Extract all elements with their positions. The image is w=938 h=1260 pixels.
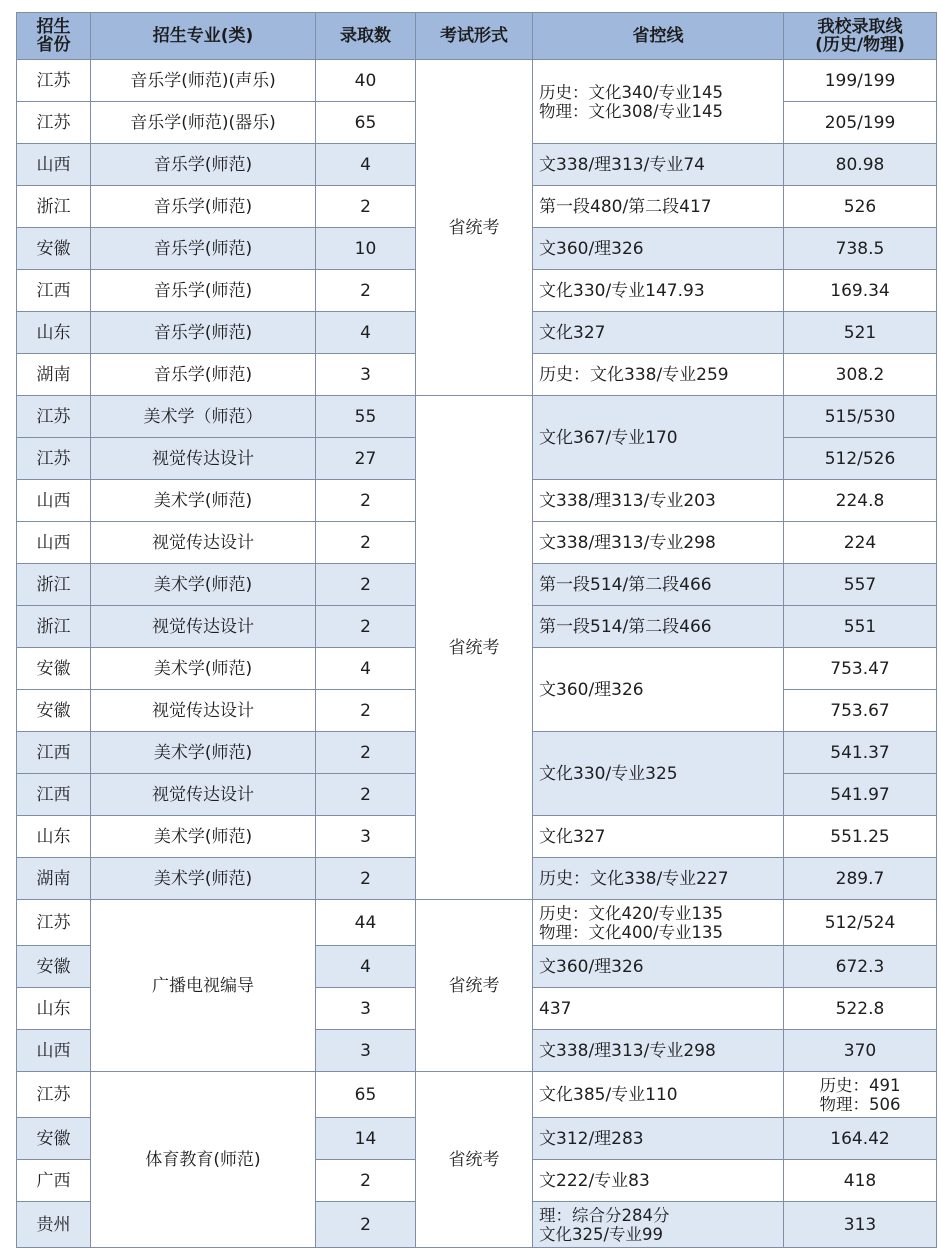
cell-admitted-count: 55 [316, 396, 416, 438]
header-admitted: 录取数 [316, 13, 416, 60]
cell-admitted-count: 2 [316, 690, 416, 732]
cell-province: 湖南 [17, 354, 91, 396]
cell-school-line [784, 946, 937, 988]
cell-province: 山东 [17, 988, 91, 1030]
cell-line: 文化385/专业110 [539, 1084, 678, 1105]
cell-school-line [784, 1160, 937, 1202]
table-row [17, 900, 937, 946]
cell-province: 江苏 [17, 1072, 91, 1118]
cell-province: 江西 [17, 774, 91, 816]
cell-control-line [533, 564, 784, 606]
cell-control-line [533, 270, 784, 312]
cell-school-line [784, 858, 937, 900]
cell-major-merged: 体育教育(师范) [91, 1072, 316, 1248]
cell-province: 山西 [17, 522, 91, 564]
cell-major: 视觉传达设计 [91, 606, 316, 648]
cell-control-line [533, 946, 784, 988]
cell-province: 安徽 [17, 1118, 91, 1160]
cell-school-line [784, 438, 937, 480]
cell-line: 753.47 [830, 658, 890, 679]
cell-line: 541.37 [830, 742, 890, 763]
cell-province: 江西 [17, 732, 91, 774]
cell-school-line [784, 270, 937, 312]
cell-line: 522.8 [835, 998, 885, 1019]
cell-school-line [784, 396, 937, 438]
cell-line: 文化327 [539, 826, 606, 847]
cell-admitted-count: 2 [316, 480, 416, 522]
cell-major: 音乐学(师范) [91, 312, 316, 354]
cell-line: 物理：文化308/专业145 [539, 101, 724, 121]
cell-control-line [533, 354, 784, 396]
cell-province: 江苏 [17, 396, 91, 438]
cell-line: 557 [843, 574, 877, 595]
cell-school-line [784, 522, 937, 564]
cell-major: 音乐学(师范)(声乐) [91, 60, 316, 102]
cell-school-line [784, 1118, 937, 1160]
cell-control-line [533, 732, 784, 816]
cell-school-line [784, 186, 937, 228]
cell-admitted-count: 4 [316, 946, 416, 988]
cell-admitted-count: 2 [316, 732, 416, 774]
cell-control-line [533, 312, 784, 354]
cell-major: 音乐学(师范)(器乐) [91, 102, 316, 144]
cell-major: 音乐学(师范) [91, 186, 316, 228]
cell-province: 山西 [17, 480, 91, 522]
cell-province: 江苏 [17, 60, 91, 102]
cell-control-line [533, 900, 784, 946]
cell-admitted-count: 27 [316, 438, 416, 480]
cell-line: 文360/理326 [539, 956, 644, 977]
cell-line: 753.67 [830, 700, 890, 721]
header-row [17, 13, 937, 60]
cell-line: 历史：文化338/专业227 [539, 868, 729, 889]
cell-province: 江苏 [17, 102, 91, 144]
cell-control-line [533, 480, 784, 522]
cell-school-line [784, 312, 937, 354]
table-row [17, 60, 937, 102]
cell-province: 江西 [17, 270, 91, 312]
cell-line: 551 [843, 616, 877, 637]
cell-control-line [533, 228, 784, 270]
cell-major: 美术学(师范) [91, 816, 316, 858]
cell-line: 370 [843, 1040, 877, 1061]
cell-admitted-count: 2 [316, 1202, 416, 1248]
cell-control-line [533, 1118, 784, 1160]
cell-major: 视觉传达设计 [91, 690, 316, 732]
header-province: 招生 省份 [17, 13, 91, 60]
cell-province: 广西 [17, 1160, 91, 1202]
cell-school-line [784, 564, 937, 606]
cell-school-line [784, 606, 937, 648]
cell-admitted-count: 2 [316, 858, 416, 900]
cell-line: 169.34 [830, 280, 890, 301]
cell-line: 物理：文化400/专业135 [539, 922, 724, 942]
cell-school-line [784, 228, 937, 270]
cell-line: 文222/专业83 [539, 1170, 650, 1191]
cell-major-merged: 广播电视编导 [91, 900, 316, 1072]
cell-school-line [784, 1202, 937, 1248]
cell-school-line [784, 102, 937, 144]
cell-line: 文338/理313/专业298 [539, 532, 716, 553]
cell-control-line [533, 396, 784, 480]
cell-line: 437 [539, 998, 572, 1019]
cell-admitted-count: 2 [316, 606, 416, 648]
cell-admitted-count: 10 [316, 228, 416, 270]
cell-exam-type: 省统考 [416, 60, 533, 396]
cell-line: 551.25 [830, 826, 890, 847]
cell-school-line [784, 60, 937, 102]
cell-line: 515/530 [824, 406, 896, 427]
cell-line: 164.42 [830, 1128, 890, 1149]
cell-line: 418 [843, 1170, 877, 1191]
cell-school-line [784, 732, 937, 774]
cell-major: 美术学(师范) [91, 648, 316, 690]
cell-major: 音乐学(师范) [91, 144, 316, 186]
cell-line: 541.97 [830, 784, 890, 805]
cell-line: 第一段514/第二段466 [539, 574, 712, 595]
cell-admitted-count: 4 [316, 312, 416, 354]
cell-province: 安徽 [17, 648, 91, 690]
cell-admitted-count: 2 [316, 522, 416, 564]
cell-province: 湖南 [17, 858, 91, 900]
cell-control-line [533, 522, 784, 564]
cell-province: 安徽 [17, 228, 91, 270]
cell-control-line [533, 858, 784, 900]
cell-admitted-count: 4 [316, 144, 416, 186]
cell-school-line [784, 648, 937, 690]
cell-line: 313 [843, 1214, 877, 1235]
cell-province: 江苏 [17, 900, 91, 946]
cell-line: 历史：文化340/专业145 [539, 82, 724, 102]
cell-line: 第一段514/第二段466 [539, 616, 712, 637]
header-school-line: 我校录取线 (历史/物理) [784, 13, 937, 60]
cell-line: 文360/理326 [539, 238, 644, 259]
cell-school-line [784, 988, 937, 1030]
header-control-line: 省控线 [533, 13, 784, 60]
cell-major: 视觉传达设计 [91, 438, 316, 480]
cell-control-line [533, 186, 784, 228]
cell-line: 文338/理313/专业298 [539, 1040, 716, 1061]
cell-admitted-count: 2 [316, 270, 416, 312]
cell-line: 文360/理326 [539, 679, 644, 700]
cell-control-line [533, 1072, 784, 1118]
cell-control-line [533, 1160, 784, 1202]
cell-admitted-count: 14 [316, 1118, 416, 1160]
cell-line: 289.7 [835, 868, 885, 889]
cell-major: 视觉传达设计 [91, 522, 316, 564]
cell-province: 贵州 [17, 1202, 91, 1248]
cell-province: 山西 [17, 144, 91, 186]
table-row [17, 396, 937, 438]
cell-control-line [533, 816, 784, 858]
cell-line: 历史：文化338/专业259 [539, 364, 729, 385]
cell-admitted-count: 2 [316, 564, 416, 606]
cell-major: 音乐学(师范) [91, 270, 316, 312]
cell-province: 浙江 [17, 564, 91, 606]
cell-control-line [533, 606, 784, 648]
cell-line: 526 [843, 196, 877, 217]
cell-admitted-count: 40 [316, 60, 416, 102]
cell-province: 安徽 [17, 946, 91, 988]
cell-line: 521 [843, 322, 877, 343]
cell-school-line [784, 1030, 937, 1072]
cell-admitted-count: 4 [316, 648, 416, 690]
cell-admitted-count: 44 [316, 900, 416, 946]
cell-line: 历史：491 [819, 1075, 901, 1095]
cell-line: 文化330/专业147.93 [539, 280, 705, 301]
cell-line: 物理：506 [819, 1094, 901, 1114]
cell-province: 安徽 [17, 690, 91, 732]
cell-line: 199/199 [824, 70, 896, 91]
cell-line: 512/524 [824, 912, 896, 933]
cell-school-line [784, 690, 937, 732]
admission-table [16, 12, 937, 1248]
cell-school-line [784, 900, 937, 946]
cell-line: 205/199 [824, 112, 896, 133]
cell-major: 视觉传达设计 [91, 774, 316, 816]
cell-major: 美术学（师范） [91, 396, 316, 438]
cell-major: 美术学(师范) [91, 564, 316, 606]
cell-line: 224.8 [835, 490, 885, 511]
cell-admitted-count: 65 [316, 102, 416, 144]
cell-line: 文338/理313/专业203 [539, 490, 716, 511]
cell-admitted-count: 3 [316, 354, 416, 396]
cell-admitted-count: 2 [316, 774, 416, 816]
cell-control-line [533, 60, 784, 144]
cell-province: 浙江 [17, 186, 91, 228]
cell-control-line [533, 988, 784, 1030]
cell-line: 文化330/专业325 [539, 763, 678, 784]
cell-major: 美术学(师范) [91, 480, 316, 522]
cell-admitted-count: 3 [316, 988, 416, 1030]
cell-line: 672.3 [835, 956, 885, 977]
cell-exam-type: 省统考 [416, 900, 533, 1072]
cell-province: 山东 [17, 816, 91, 858]
cell-line: 512/526 [824, 448, 896, 469]
cell-school-line [784, 1072, 937, 1118]
cell-line: 第一段480/第二段417 [539, 196, 712, 217]
cell-province: 江苏 [17, 438, 91, 480]
cell-admitted-count: 2 [316, 1160, 416, 1202]
cell-control-line [533, 144, 784, 186]
cell-major: 音乐学(师范) [91, 354, 316, 396]
header-exam: 考试形式 [416, 13, 533, 60]
cell-line: 80.98 [835, 154, 885, 175]
cell-line: 文338/理313/专业74 [539, 154, 705, 175]
cell-exam-type: 省统考 [416, 1072, 533, 1248]
cell-school-line [784, 816, 937, 858]
cell-major: 美术学(师范) [91, 858, 316, 900]
cell-line: 308.2 [835, 364, 885, 385]
cell-school-line [784, 480, 937, 522]
header-major: 招生专业(类) [91, 13, 316, 60]
cell-line: 理：综合分284分 [539, 1205, 670, 1225]
cell-line: 文化325/专业99 [539, 1224, 664, 1244]
cell-province: 山东 [17, 312, 91, 354]
cell-province: 浙江 [17, 606, 91, 648]
cell-province: 山西 [17, 1030, 91, 1072]
cell-school-line [784, 774, 937, 816]
cell-control-line [533, 1202, 784, 1248]
cell-control-line [533, 648, 784, 732]
cell-admitted-count: 2 [316, 186, 416, 228]
cell-school-line [784, 144, 937, 186]
cell-line: 文312/理283 [539, 1128, 644, 1149]
cell-line: 历史：文化420/专业135 [539, 903, 724, 923]
cell-admitted-count: 3 [316, 1030, 416, 1072]
cell-control-line [533, 1030, 784, 1072]
cell-admitted-count: 3 [316, 816, 416, 858]
cell-exam-type: 省统考 [416, 396, 533, 900]
cell-line: 文化367/专业170 [539, 427, 678, 448]
cell-line: 文化327 [539, 322, 606, 343]
table-row [17, 1072, 937, 1118]
cell-admitted-count: 65 [316, 1072, 416, 1118]
cell-major: 美术学(师范) [91, 732, 316, 774]
cell-line: 738.5 [835, 238, 885, 259]
cell-line: 224 [843, 532, 877, 553]
cell-major: 音乐学(师范) [91, 228, 316, 270]
cell-school-line [784, 354, 937, 396]
